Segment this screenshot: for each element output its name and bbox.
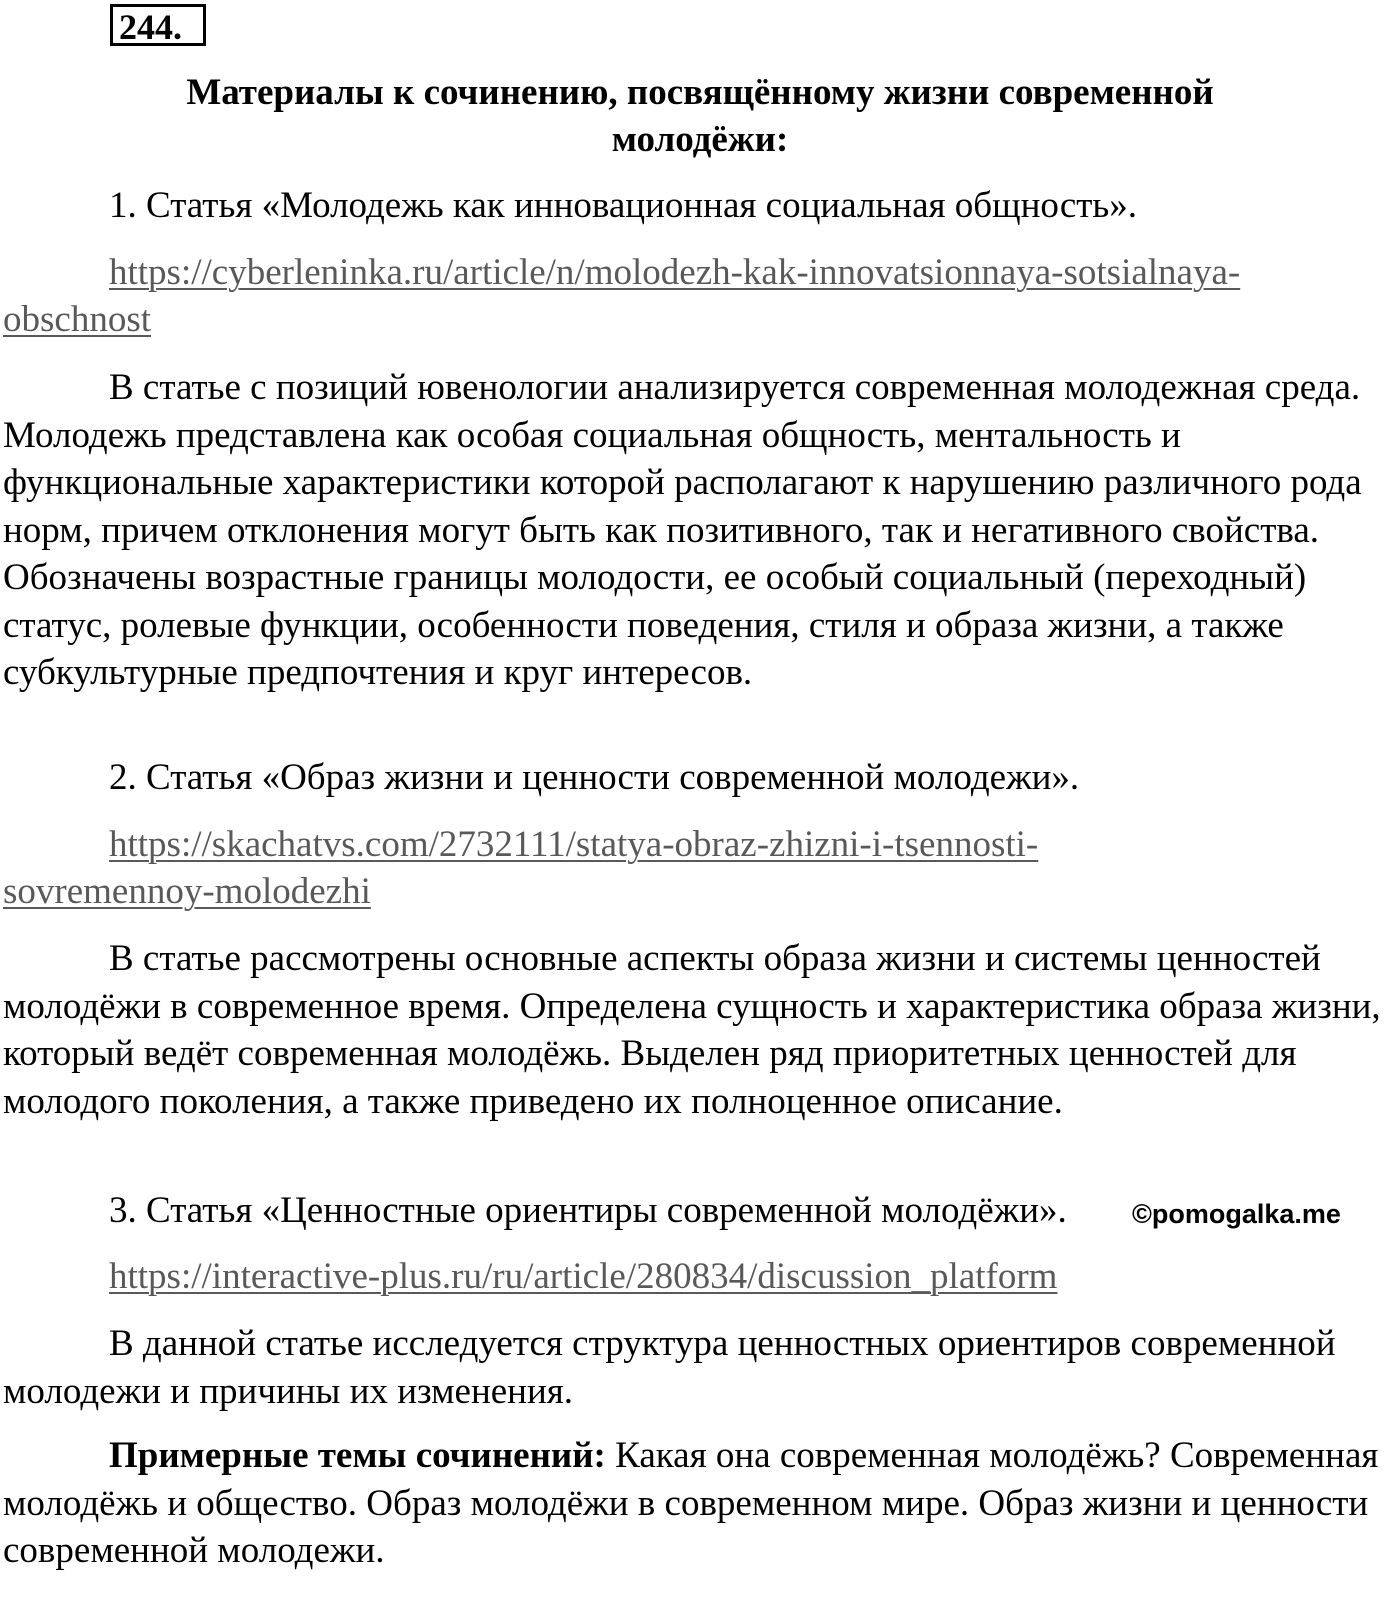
article-1-description: В статье с позиций ювенологии анализируется современная молодежная среда. Молодежь представлена как особая социальная общность, ментальность и функциональные характеристики которой располагают к нарушению различного рода норм, причем отклонения могут быть как позитивного, так и негативного свойства. Обозначены возрастные границы молодости, ее особый социальный (переходный) статус, ролевые функции, особенности поведения, стиля и образа жизни, а также субкультурные предпочтения и круг интересов. bbox=[3, 367, 1362, 693]
essay-topics bbox=[3, 1432, 1393, 1575]
article-1-heading: 1. Статья «Молодежь как инновационная социальная общность». bbox=[109, 185, 1138, 226]
exercise-number: 244. bbox=[110, 4, 206, 46]
article-3-heading: 3. Статья «Ценностные ориентиры современной молодёжи». bbox=[109, 1190, 1067, 1231]
article-3-description: В данной статье исследуется структура ценностных ориентиров современной молодежи и причины их изменения. bbox=[3, 1323, 1336, 1412]
article-2-description: В статье рассмотрены основные аспекты образа жизни и системы ценностей молодёжи в современное время. Определена сущность и характеристика образа жизни, который ведёт современная молодёжь. Выделен ряд приоритетных ценностей для молодого поколения, а также приведено их полноценное описание. bbox=[3, 938, 1381, 1122]
article-2-heading: 2. Статья «Образ жизни и ценности современной молодежи». bbox=[109, 757, 1080, 798]
watermark: ©pomogalka.me bbox=[1132, 1199, 1341, 1229]
title-line-1: Материалы к сочинению, посвящённому жизни современной bbox=[186, 72, 1214, 113]
essay-topics-text: Какая она современная молодёжь? Современная молодёжь и общество. Образ молодёжи в современном мире. Образ жизни и ценности современной молодежи. bbox=[3, 1435, 1379, 1571]
article-2-link-line-1[interactable]: https://skachatvs.com/2732111/statya-obraz-zhizni-i-tsennosti- bbox=[109, 824, 1039, 865]
article-2-link-line-2[interactable]: sovremennoy-molodezhi bbox=[3, 871, 371, 912]
article-1-link-line-1[interactable]: https://cyberleninka.ru/article/n/molodezh-kak-innovatsionnaya-sotsialnaya- bbox=[109, 252, 1241, 293]
title-line-2: молодёжи: bbox=[611, 119, 789, 160]
article-1-link-line-2[interactable]: obschnost bbox=[3, 299, 151, 340]
article-3-link[interactable]: https://interactive-plus.ru/ru/article/280834/discussion_platform bbox=[109, 1256, 1058, 1297]
essay-topics-label: Примерные темы сочинений: bbox=[109, 1435, 606, 1476]
